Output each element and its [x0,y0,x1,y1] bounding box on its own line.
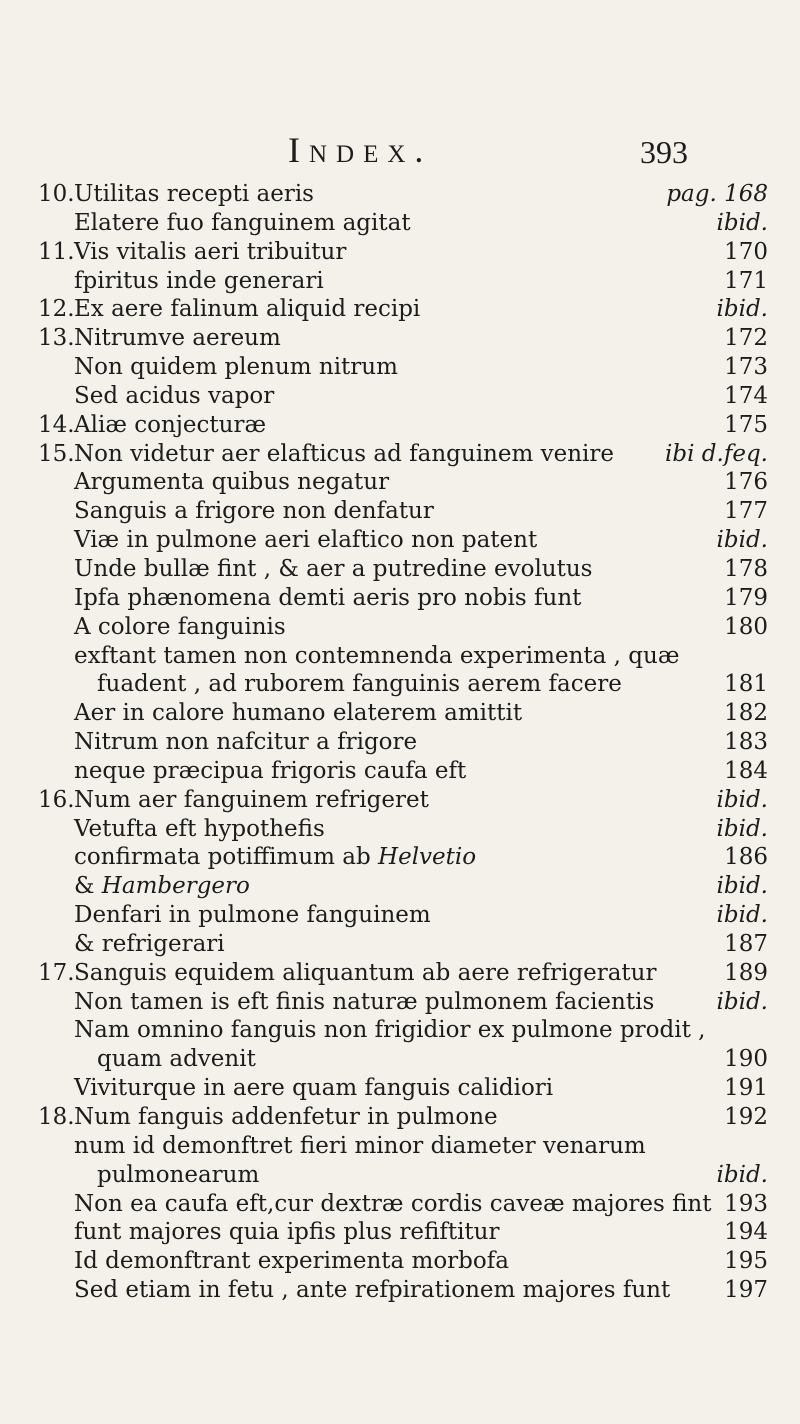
entry-text: Unde bullæ fint , & aer a putredine evolutus [74,555,593,582]
entry-page-ref: 170 [724,238,768,265]
entry-text: Vetufta eft hypothefis [74,815,325,842]
entry-text: Sed etiam in fetu , ante refpirationem majores funt [74,1277,671,1304]
entry-text: Sed acidus vapor [74,382,275,409]
entry-text: Aliæ conjecturæ [74,411,267,438]
entry-text: Viviturque in aere quam fanguis calidiori [74,1075,554,1102]
entry-number: 12. [38,296,75,323]
entry-page-ref: 182 [724,700,768,727]
entry-page-ref: 187 [724,930,768,957]
entry-page-ref: 190 [724,1046,768,1073]
index-entry [0,324,800,353]
entry-text: Nitrumve aereum [74,325,281,352]
entry-page-ref: ibid. [716,209,768,236]
entry-page-ref: 183 [724,729,768,756]
index-entry [0,1132,800,1161]
index-entries [0,180,800,1305]
index-entry [0,1276,800,1305]
index-entry [0,180,800,209]
entry-page-ref: 192 [724,1104,768,1130]
entry-text: Non tamen is eft finis naturæ pulmonem facientis [74,988,655,1015]
entry-page-ref: pag. 168 [666,181,768,207]
entry-text: Nitrum non nafcitur a frigore [74,729,418,756]
index-entry [0,930,800,959]
index-entry [0,642,800,671]
entry-text: Id demonftrant experimenta morbofa [74,1248,509,1275]
entry-text: & Hambergero [74,873,250,900]
entry-page-ref: ibid. [716,873,768,900]
index-entry [0,1247,800,1276]
page-header [0,128,800,172]
entry-text: Sanguis a frigore non denfatur [74,498,434,525]
entry-number: 18. [38,1104,75,1130]
index-entry [0,699,800,728]
entry-text: Viæ in pulmone aeri elaftico non patent [74,527,538,554]
entry-text: fpiritus inde generari [74,267,324,294]
entry-text: Denfari in pulmone fanguinem [74,902,431,929]
index-entry [0,786,800,815]
entry-text: funt majores quia ipfis plus refiftitur [74,1219,500,1246]
entry-text: Num fanguis addenfetur in pulmone [74,1104,498,1130]
index-entry [0,238,800,267]
entry-page-ref: 172 [724,325,768,352]
entry-page-ref: 195 [724,1248,768,1275]
index-entry [0,382,800,411]
index-entry [0,901,800,930]
index-entry [0,353,800,382]
index-entry [0,988,800,1017]
entry-page-ref: ibid. [716,988,768,1015]
entry-page-ref: 176 [724,469,768,496]
entry-text: quam advenit [97,1046,256,1073]
entry-number: 14. [38,411,75,438]
index-entry [0,267,800,296]
entry-text: Nam omnino fanguis non frigidior ex pulmone prodit , [74,1017,706,1044]
index-entry [0,440,800,469]
entry-page-ref: 194 [724,1219,768,1246]
entry-page-ref: 189 [724,959,768,986]
entry-page-ref: 178 [724,555,768,582]
entry-page-ref: ibi d.feq. [665,440,768,467]
entry-page-ref: 180 [724,613,768,640]
entry-text: neque præcipua frigoris caufa eft [74,757,467,784]
entry-number: 13. [38,325,75,352]
entry-page-ref: ibid. [716,786,768,813]
entry-page-ref: ibid. [716,296,768,323]
index-entry [0,555,800,584]
index-entry [0,843,800,872]
entry-page-ref: 173 [724,354,768,381]
index-entry [0,1218,800,1247]
entry-text: Vis vitalis aeri tribuitur [74,238,347,265]
index-entry [0,295,800,324]
entry-page-ref: 171 [724,267,768,294]
index-entry [0,872,800,901]
entry-text: Num aer fanguinem refrigeret [74,786,429,813]
entry-text: Sanguis equidem aliquantum ab aere refrigeratur [74,959,657,986]
entry-page-ref: ibid. [716,902,768,929]
entry-page-ref: 175 [724,411,768,438]
entry-text: Aer in calore humano elaterem amittit [74,700,523,727]
entry-page-ref: 179 [724,584,768,611]
running-title: Index. [288,130,433,170]
entry-number: 11. [38,238,75,265]
entry-number: 17. [38,959,75,986]
entry-text: Elatere fuo fanguinem agitat [74,209,411,236]
entry-page-ref: ibid. [716,815,768,842]
index-entry [0,613,800,642]
entry-text: confirmata potiffimum ab Helvetio [74,844,477,871]
index-entry [0,757,800,786]
entry-page-ref: 186 [724,844,768,871]
index-entry [0,670,800,699]
entry-text: Utilitas recepti aeris [74,181,314,207]
index-entry [0,526,800,555]
index-entry [0,497,800,526]
index-entry [0,1074,800,1103]
index-entry [0,1016,800,1045]
index-entry [0,209,800,238]
entry-text: Non ea caufa eft,cur dextræ cordis caveæ majores fint [74,1190,712,1217]
entry-page-ref: ibid. [716,1161,768,1188]
entry-page-ref: 174 [724,382,768,409]
index-entry [0,1103,800,1132]
entry-text: Ipfa phænomena demti aeris pro nobis funt [74,584,582,611]
index-entry [0,815,800,844]
entry-page-ref: 181 [724,671,768,698]
entry-text: pulmonearum [97,1161,260,1188]
index-entry [0,411,800,440]
index-entry [0,1045,800,1074]
index-entry [0,584,800,613]
index-entry [0,468,800,497]
index-entry [0,1190,800,1219]
entry-page-ref: 197 [724,1277,768,1304]
entry-page-ref: 193 [724,1190,768,1217]
entry-text: Non quidem plenum nitrum [74,354,398,381]
entry-number: 15. [38,440,75,467]
entry-page-ref: 191 [724,1075,768,1102]
entry-text: exftant tamen non contemnenda experimenta , quæ [74,642,680,669]
entry-text: & refrigerari [74,930,225,957]
entry-number: 16. [38,786,75,813]
index-entry [0,728,800,757]
entry-page-ref: ibid. [716,527,768,554]
index-entry [0,1161,800,1190]
entry-page-ref: 184 [724,757,768,784]
entry-text: num id demonftret fieri minor diameter venarum [74,1132,646,1159]
entry-text: Argumenta quibus negatur [74,469,390,496]
entry-text: fuadent , ad ruborem fanguinis aerem facere [97,671,622,698]
entry-text: A colore fanguinis [74,613,286,640]
page-number: 393 [640,134,688,170]
entry-number: 10. [38,181,75,207]
entry-text: Non videtur aer elafticus ad fanguinem venire [74,440,614,467]
entry-page-ref: 177 [724,498,768,525]
index-entry [0,959,800,988]
entry-text: Ex aere falinum aliquid recipi [74,296,421,323]
